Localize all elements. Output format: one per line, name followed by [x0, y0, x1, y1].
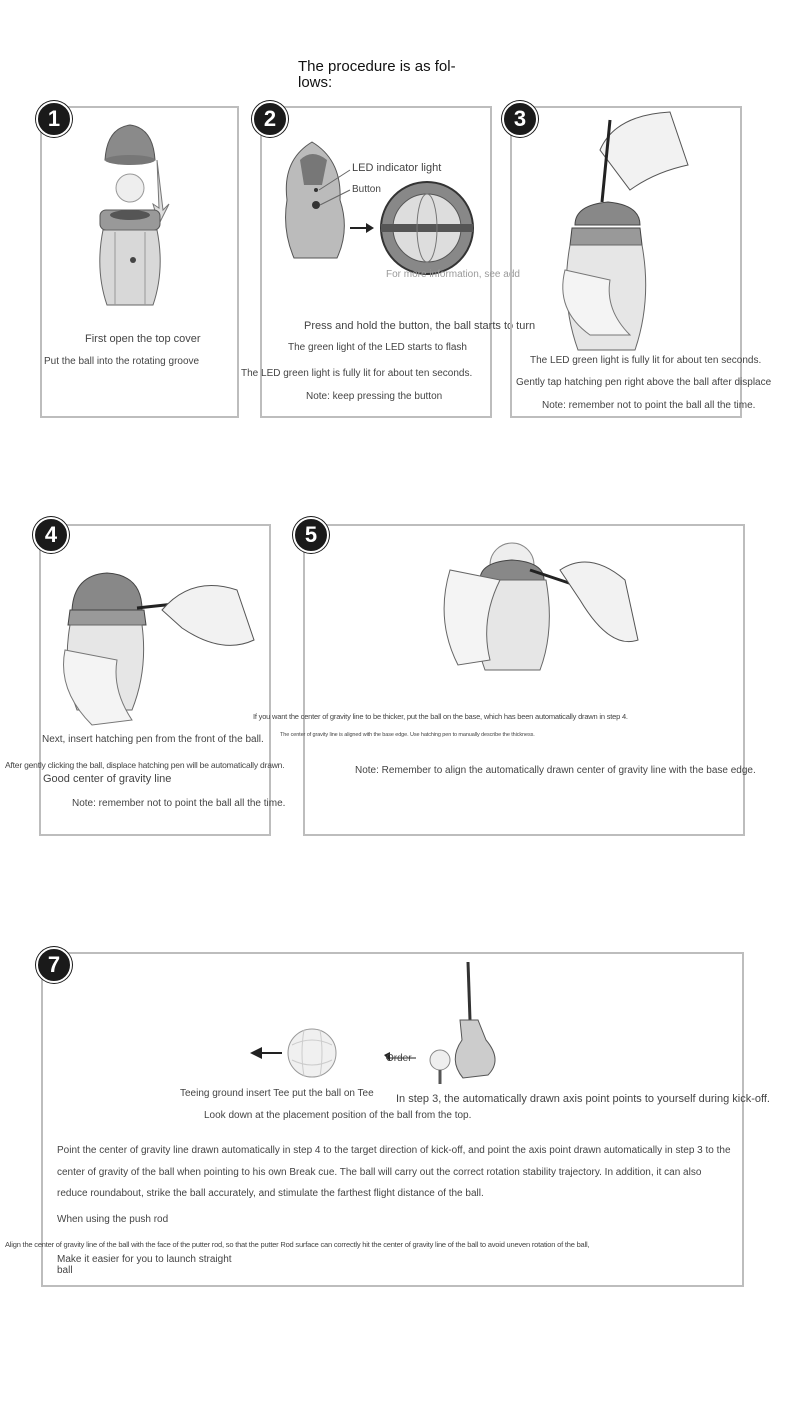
step-2-led-label: LED indicator light	[352, 162, 442, 174]
step-1-device-illustration	[95, 120, 175, 310]
step-4-line-1: Next, insert hatching pen from the front of the ball.	[42, 734, 264, 745]
step-7-paragraph: Point the center of gravity line drawn automatically in step 4 to the target direction of kick-off, and point the axis point drawn automatically in step 3 to the center of gravity of the ball when pointing to his own Break cue. The ball will carry out the correct rotation stability trajectory. In addition, it can also reduce roundabout, strike the ball accurately, and stimulate the farthest flight distance of the ball.	[57, 1145, 731, 1199]
step-1-badge: 1	[36, 101, 72, 137]
step-1-line-2: Put the ball into the rotating groove	[44, 356, 200, 367]
step-5-line-2: The center of gravity line is aligned with the base edge. Use hatching pen to manually describe the thickness.	[280, 732, 535, 738]
step-4-line-2: After gently clicking the ball, displace hatching pen will be automatically drawn.	[5, 760, 285, 770]
step-7-ball-tee-illustration	[248, 960, 508, 1085]
step-4-line-3: Good center of gravity line	[43, 773, 172, 785]
step-7-order-label: Order	[386, 1053, 412, 1064]
step-7-easier: Make it easier for you to launch straight ball	[57, 1254, 232, 1276]
step-2-device-illustration	[282, 140, 482, 270]
step-2-more-info: For more information, see add	[386, 269, 520, 280]
step-7-look-down: Look down at the placement position of the ball from the top.	[204, 1110, 472, 1121]
step-2-badge: 2	[252, 101, 288, 137]
page-title: The procedure is as fol- lows:	[298, 58, 456, 91]
step-7-axis-caption: In step 3, the automatically drawn axis point points to yourself during kick-off.	[396, 1093, 770, 1105]
step-2-button-label: Button	[352, 184, 381, 195]
step-7-tee-caption: Teeing ground insert Tee put the ball on Tee	[180, 1088, 374, 1099]
step-5-line-3: Note: Remember to align the automatically drawn center of gravity line with the base edge.	[355, 765, 756, 776]
step-7-align: Align the center of gravity line of the ball with the face of the putter rod, so that the putter Rod surface can correctly hit the center of gravity line of the ball to avoid uneven rotation of the ball,	[5, 1240, 590, 1249]
step-2-line-4: Note: keep pressing the button	[306, 391, 443, 402]
step-4-line-4: Note: remember not to point the ball all the time.	[72, 798, 286, 809]
step-5-line-1: If you want the center of gravity line to be thicker, put the ball on the base, which has been automatically drawn in step 4.	[253, 712, 628, 721]
step-2-line-2: The green light of the LED starts to flash	[288, 342, 467, 353]
step-3-badge: 3	[502, 101, 538, 137]
step-4-hand-pen-illustration	[62, 570, 262, 730]
step-7-badge: 7	[36, 947, 72, 983]
step-3-line-3: Note: remember not to point the ball all the time.	[542, 400, 756, 411]
step-4-badge: 4	[33, 517, 69, 553]
step-5-hand-pen-illustration	[440, 540, 640, 675]
step-2-line-3: The LED green light is fully lit for about ten seconds.	[241, 368, 473, 379]
step-7-push-rod: When using the push rod	[57, 1214, 169, 1225]
step-2-line-1: Press and hold the button, the ball starts to turn	[304, 320, 536, 332]
step-5-badge: 5	[293, 517, 329, 553]
step-3-hand-pen-illustration	[560, 110, 700, 355]
step-1-line-1: First open the top cover	[85, 333, 201, 345]
step-3-line-2: Gently tap hatching pen right above the ball after displace	[516, 377, 772, 388]
step-3-line-1: The LED green light is fully lit for about ten seconds.	[530, 355, 762, 366]
